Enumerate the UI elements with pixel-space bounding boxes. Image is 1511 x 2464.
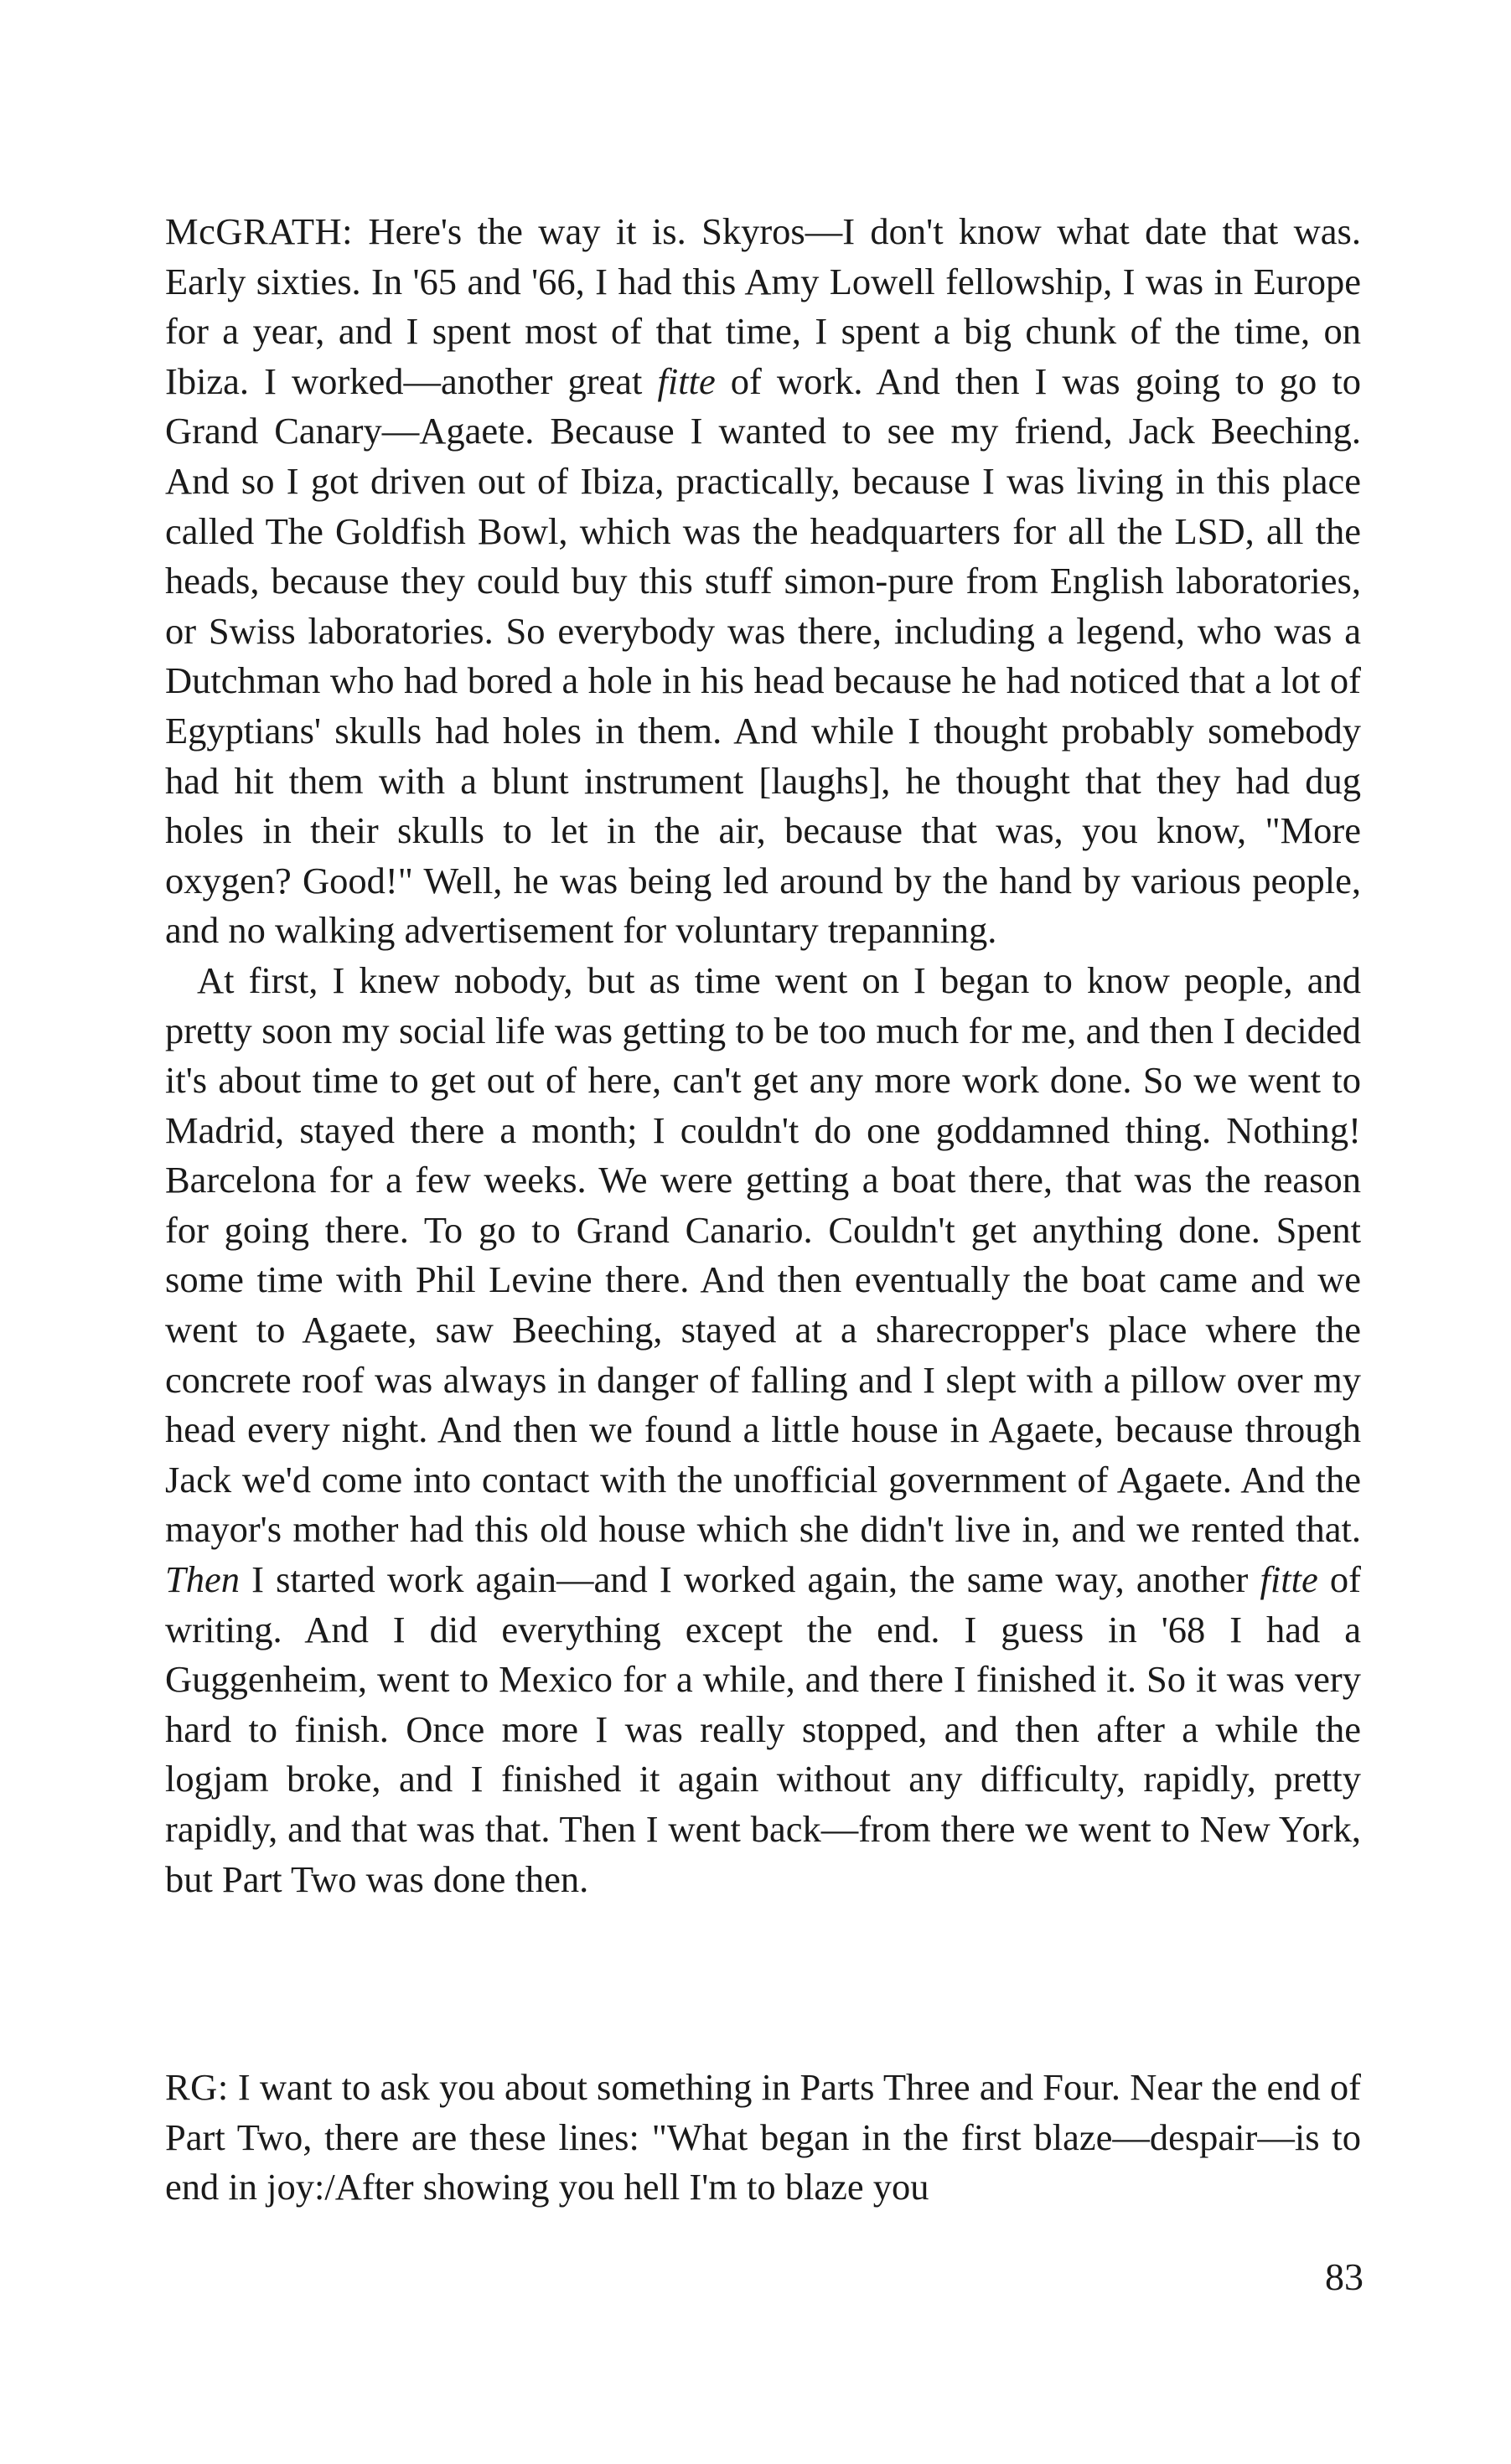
page-number: 83 bbox=[1325, 2255, 1364, 2298]
paragraph-1 bbox=[165, 207, 1361, 956]
paragraph-3 bbox=[165, 2063, 1361, 2213]
speaker-label: McGRATH: bbox=[165, 210, 354, 252]
text-run: I started work again—and I worked again, the same way, another bbox=[240, 1558, 1260, 1601]
italic-text-run: fitte bbox=[657, 359, 716, 402]
speaker-label: RG: bbox=[165, 2066, 229, 2108]
text-run: At first, I knew nobody, but as time went on I began to know people, and pretty soon my social life was getting to be too much for me, and then I decided it's about time to get out of here, can't get any more work done. So we went to Madrid, stayed there a month; I couldn't do one goddamned thing. Nothing! Barcelona for a few weeks. We were getting a boat there, that was the reason for going there. To go to Grand Canario. Couldn't get anything done. Spent some time with Phil Levine there. And then eventually the boat came and we went to Agaete, saw Beeching, stayed at a sharecropper's place where the concrete roof was always in danger of falling and I slept with a pillow over my head every night. And then we found a little house in Agaete, because through Jack we'd come into contact with the unofficial government of Agaete. And the mayor's mother had this old house which she didn't live in, and we rented that. bbox=[165, 958, 1361, 1551]
rg-question bbox=[165, 2063, 1361, 2213]
italic-text-run: fitte bbox=[1260, 1558, 1318, 1601]
text-run: I want to ask you about something in Parts Three and Four. Near the end of Part Two, there are these lines: "What began in the first blaze—despair—is to end in joy:/After showing you hell I'm to blaze you bbox=[165, 2066, 1361, 2208]
paragraph-2 bbox=[165, 956, 1361, 1904]
italic-text-run: Then bbox=[165, 1558, 240, 1601]
mcgrath-answer bbox=[165, 207, 1361, 1904]
text-run: of work. And then I was going to go to Grand Canary—Agaete. Because I wanted to see my friend, Jack Beeching. And so I got driven out of Ibiza, practically, because I was living in this place called The Goldfish Bowl, which was the headquarters for all the LSD, all the heads, because they could buy this stuff simon-pure from English laboratories, or Swiss laboratories. So everybody was there, including a legend, who was a Dutchman who had bored a hole in his head because he had noticed that a lot of Egyptians' skulls had holes in them. And while I thought probably somebody had hit them with a blunt instrument [laughs], he thought that they had dug holes in their skulls to let in the air, because that was, you know, "More oxygen? Good!" Well, he was being led around by the hand by various people, and no walking advertisement for voluntary trepanning. bbox=[165, 359, 1361, 952]
text-run: Here's the way it is. Skyros—I don't know what date that was. Early sixties. In '65 and '66, I had this Amy Lowell fellowship, I was in Europe for a year, and I spent most of that time, I spent a big chunk of the time, on Ibiza. I worked—another great bbox=[165, 210, 1361, 402]
text-run: of writing. And I did everything except the end. I guess in '68 I had a Guggenheim, went to Mexico for a while, and there I finished it. So it was very hard to finish. Once more I was really stopped, and then after a while the logjam broke, and I finished it again without any difficulty, rapidly, pretty rapidly, and that was that. Then I went back—from there we went to New York, but Part Two was done then. bbox=[165, 1558, 1361, 1900]
